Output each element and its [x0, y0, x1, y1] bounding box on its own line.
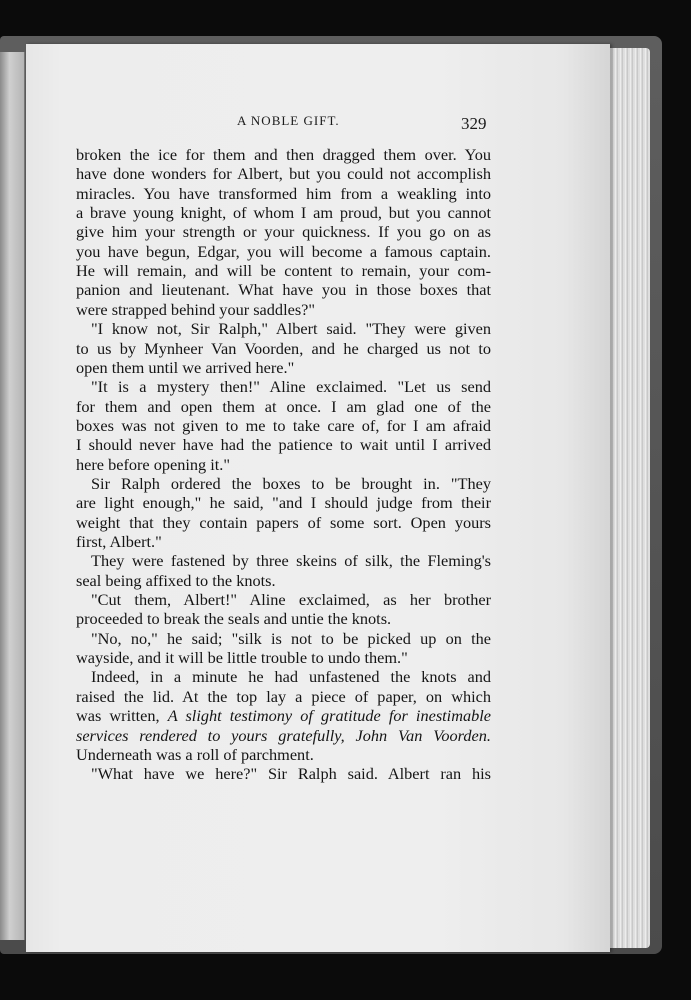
text-line: "Cut them, Albert!" Aline exclaimed, as her brother	[91, 590, 491, 610]
page-number: 329	[461, 114, 487, 133]
text-line: are light enough," he said, "and I should judge from their	[76, 493, 491, 513]
text-line: wayside, and it will be little trouble to undo them."	[76, 648, 408, 668]
text-line: He will remain, and will be content to remain, your com-	[76, 261, 491, 281]
text-line: boxes was not given to me to take care of, for I am afraid	[76, 415, 491, 435]
text-line: for them and open them at once. I am glad one of the	[76, 396, 491, 416]
text-line: broken the ice for them and then dragged them over. You	[76, 145, 491, 164]
text-line: Underneath was a roll of parchment.	[76, 744, 314, 764]
text-line: I should never have had the patience to wait until I arrived	[76, 435, 491, 455]
text-line: weight that they contain papers of some sort. Open yours	[76, 512, 491, 532]
text-line: here before opening it."	[76, 454, 231, 474]
text-line: seal being affixed to the knots.	[76, 570, 276, 590]
text-line: They were fastened by three skeins of silk, the Fleming's	[91, 551, 491, 571]
text-line: have done wonders for Albert, but you could not accomplish	[76, 164, 491, 184]
text-line: "It is a mystery then!" Aline exclaimed. "Let us send	[91, 377, 491, 397]
running-head: A NOBLE GIFT.	[237, 113, 340, 128]
text-line: Indeed, in a minute he had unfastened the knots and	[91, 667, 491, 687]
text-line: open them until we arrived here."	[76, 357, 295, 377]
text-line: raised the lid. At the top lay a piece of paper, on which	[76, 686, 491, 706]
text-line: panion and lieutenant. What have you in those boxes that	[76, 280, 491, 300]
text-line: "No, no," he said; "silk is not to be picked up on the	[91, 628, 491, 648]
text-line: a brave young knight, of whom I am proud, but you cannot	[76, 203, 491, 223]
text-line: was written, A slight testimony of gratitude for inestimable	[76, 706, 491, 726]
page-block-edge	[604, 48, 650, 948]
text-line: "I know not, Sir Ralph," Albert said. "They were given	[91, 319, 491, 339]
text-line: proceeded to break the seals and untie the knots.	[76, 609, 392, 629]
text-line: "What have we here?" Sir Ralph said. Albert ran his	[91, 764, 491, 784]
text-line: miracles. You have transformed him from a weakling into	[76, 183, 491, 203]
text-line: first, Albert."	[76, 532, 162, 551]
text-line: you have begun, Edgar, you will become a famous captain.	[76, 241, 491, 261]
text-line: Sir Ralph ordered the boxes to be brought in. "They	[91, 473, 491, 493]
facing-page-edge	[0, 52, 25, 940]
text-line: were strapped behind your saddles?"	[76, 299, 316, 319]
text-line: give him your strength or your quickness. If you go on as	[76, 222, 491, 242]
text-line: services rendered to yours gratefully, John Van Voorden.	[76, 725, 491, 745]
text-line: to us by Mynheer Van Voorden, and he charged us not to	[76, 338, 491, 358]
